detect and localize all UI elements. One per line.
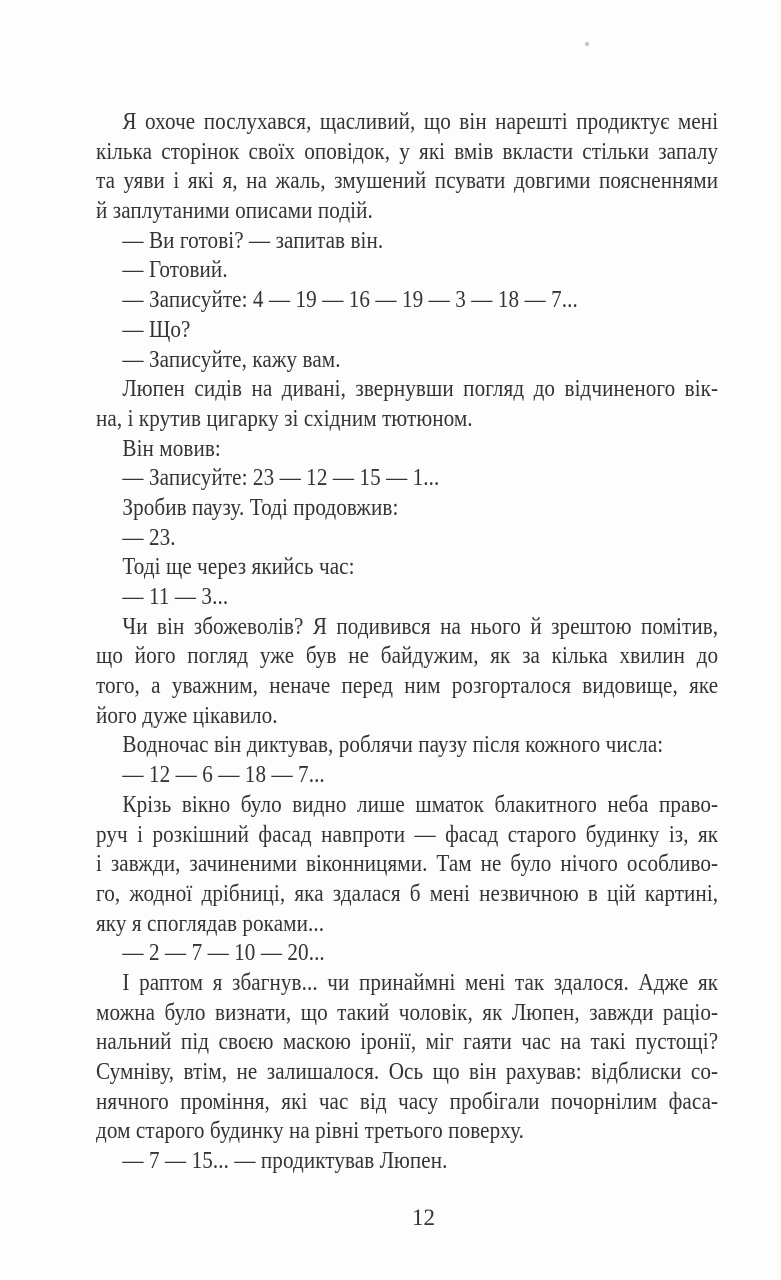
text-line: та уяви і які я, на жаль, змушений псувати довгими поясненнями (96, 168, 719, 195)
text-line: Він мовив: (122, 435, 221, 462)
text-line: нячного проміння, які час від часу пробігали почорнілим фаса- (96, 1088, 719, 1115)
text-line: Зробив паузу. Тоді продовжив: (122, 494, 399, 521)
text-line: його дуже цікавило. (96, 702, 278, 729)
text-line: — Записуйте: 4 — 19 — 16 — 19 — 3 — 18 — 7... (122, 287, 578, 314)
text-line: — 23. (122, 524, 176, 551)
text-line: — 11 — 3... (122, 584, 229, 610)
text-line: дом старого будинку на рівні третього поверху. (96, 1118, 525, 1145)
text-line: го, жодної дрібниці, яка здалася б мені незвичною в цій картині, (96, 880, 719, 907)
text-line: І раптом я збагнув... чи принаймні мені так здалося. Адже як (122, 969, 719, 996)
text-line: Люпен сидів на дивані, звернувши погляд до відчиненого вік- (122, 376, 719, 403)
text-line: й заплутаними описами подій. (96, 198, 373, 225)
text-line: — 2 — 7 — 10 — 20... (122, 940, 325, 967)
text-line: і завжди, зачиненими віконницями. Там не було нічого особливо- (96, 851, 719, 878)
text-line: Я охоче послухався, щасливий, що він нарешті продиктує мені (122, 109, 719, 135)
text-line: нальний під своєю маскою іронії, міг гаяти час на такі пустощі? (96, 1029, 719, 1056)
text-line: кілька сторінок своїх оповідок, у які вмів вкласти стільки запалу (96, 138, 719, 165)
text-line: на, і крутив цигарку зі східним тютюном. (96, 405, 473, 432)
text-line: можна було визнати, що такий чоловік, як Люпен, завжди раціо- (96, 999, 719, 1026)
page-text (96, 108, 718, 1177)
text-line: — Ви готові? — запитав він. (122, 227, 384, 254)
text-line: руч і розкішний фасад навпроти — фасад старого будинку із, як (96, 821, 719, 848)
page-number: 12 (412, 1205, 435, 1230)
text-line: — Записуйте: 23 — 12 — 15 — 1... (122, 465, 440, 492)
text-line: що його погляд уже був не байдужим, як за кілька хвилин до (96, 643, 719, 670)
text-line: — Готовий. (122, 257, 228, 284)
text-line: — 7 — 15... — продиктував Люпен. (122, 1148, 448, 1175)
text-line: того, а уважним, неначе перед ним розгорталося видовище, яке (96, 673, 719, 700)
text-line: Чи він збожеволів? Я подивився на нього й зрештою помітив, (122, 613, 719, 640)
text-line: — Записуйте, кажу вам. (122, 346, 341, 373)
text-line: — Що? (122, 316, 191, 343)
text-line: Тоді ще через якийсь час: (122, 554, 355, 581)
text-line: яку я споглядав роками... (96, 910, 325, 937)
scan-artifact-dot (585, 42, 589, 46)
text-line: Крізь вікно було видно лише шматок блакитного неба право- (122, 791, 719, 818)
text-line: Водночас він диктував, роблячи паузу після кожного числа: (122, 732, 664, 759)
text-line: — 12 — 6 — 18 — 7... (122, 762, 325, 789)
text-line: Сумніву, втім, не залишалося. Ось що він рахував: відблиски со- (96, 1059, 719, 1085)
